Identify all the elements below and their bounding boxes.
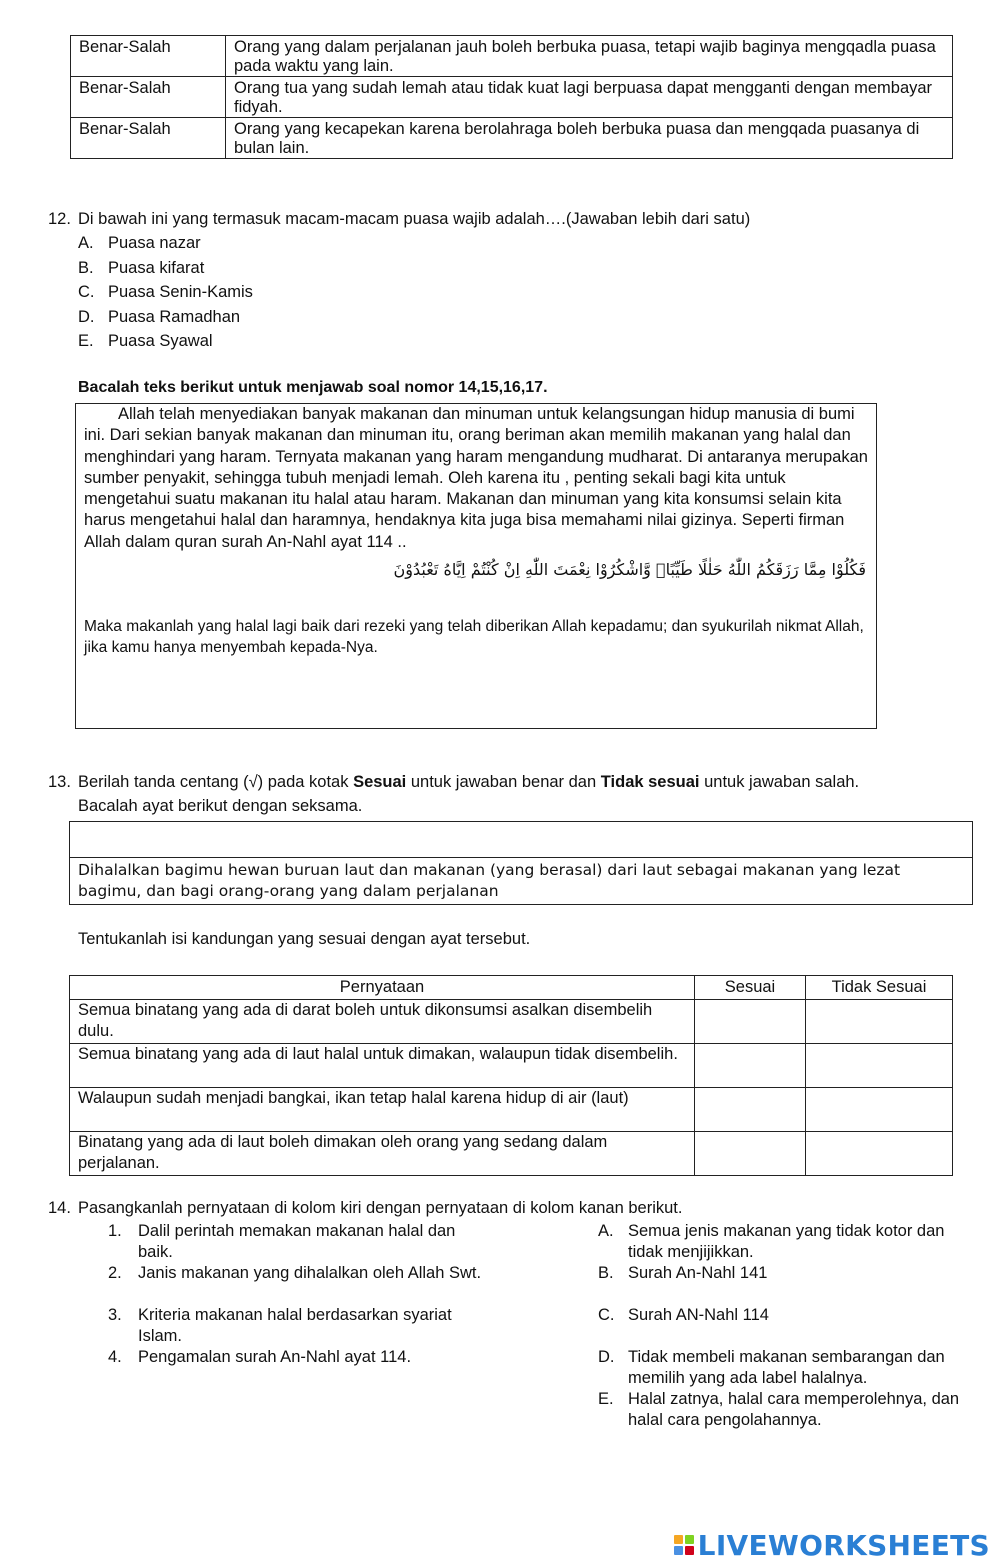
match-right-column bbox=[598, 1221, 978, 1431]
passage-heading: Bacalah teks berikut untuk menjawab soal nomor 14,15,16,17. bbox=[78, 379, 548, 396]
liveworksheets-logo bbox=[674, 1530, 990, 1560]
option-letter: C. bbox=[78, 283, 95, 301]
question-13-text: Berilah tanda centang (√) pada kotak Sesuai untuk jawaban benar dan Tidak sesuai untuk jawaban salah. bbox=[78, 773, 860, 791]
table-row bbox=[71, 118, 953, 159]
tidak-sesuai-checkbox[interactable] bbox=[806, 1044, 953, 1088]
sesuai-table bbox=[69, 975, 953, 1176]
ayat-empty-row bbox=[70, 822, 972, 858]
column-header-sesuai: Sesuai bbox=[695, 976, 806, 1000]
tidak-sesuai-keyword: Tidak sesuai bbox=[600, 773, 700, 791]
statement-cell: Semua binatang yang ada di darat boleh untuk dikonsumsi asalkan disembelih dulu. bbox=[70, 1000, 695, 1044]
question-14-text: Pasangkanlah pernyataan di kolom kiri dengan pernyataan di kolom kanan berikut. bbox=[78, 1199, 683, 1217]
match-left-item[interactable]: 3. Kriteria makanan halal berdasarkan syariat Islam. bbox=[108, 1306, 452, 1345]
tidak-sesuai-checkbox[interactable] bbox=[806, 1088, 953, 1132]
sesuai-keyword: Sesuai bbox=[353, 773, 407, 791]
logo-text: LIVEWORKSHEETS bbox=[697, 1528, 990, 1562]
option-d[interactable] bbox=[78, 307, 240, 328]
statement-cell: Walaupun sudah menjadi bangkai, ikan tetap halal karena hidup di air (laut) bbox=[70, 1088, 695, 1132]
sesuai-checkbox[interactable] bbox=[695, 1132, 806, 1176]
match-left-item[interactable]: 4. Pengamalan surah An-Nahl ayat 114. bbox=[108, 1348, 412, 1366]
match-left-item[interactable]: 1. Dalil perintah memakan makanan halal dan baik. bbox=[108, 1222, 456, 1261]
match-right-item[interactable]: A. Semua jenis makanan yang tidak kotor dan tidak menjijikkan. bbox=[598, 1222, 945, 1261]
table-row bbox=[70, 1044, 953, 1088]
verse-translation: Maka makanlah yang halal lagi baik dari rezeki yang telah diberikan Allah kepadamu; dan syukurilah nikmat Allah, jika kamu hanya menyembah kepada-Nya. bbox=[84, 618, 864, 657]
table-row bbox=[71, 77, 953, 118]
match-left-column bbox=[108, 1221, 488, 1368]
option-text: Puasa Syawal bbox=[108, 332, 213, 350]
passage-body: Allah telah menyediakan banyak makanan dan minuman untuk kelangsungan hidup manusia di bumi ini. Dari sekian banyak makanan dan minuman itu, orang beriman akan memilih makanan yang halal dan menghindari yang haram. Ternyata makanan yang haram mengandung mudharat. Di antaranya merupakan sumber penyakit, sehingga tubuh menjadi lemah. Oleh karena itu , penting sekali bagi kita untuk mengetahui suatu makanan itu halal atau haram. Makanan dan minuman yang kita konsumsi selain kita harus mengetahui halal dan haramnya, hendaknya kita juga bisa memahami nilai gizinya. Seperti firman Allah dalam quran surah An-Nahl ayat 114 .. bbox=[84, 405, 868, 551]
option-letter: A. bbox=[78, 234, 94, 252]
arabic-verse: فَكُلُوْا مِمَّا رَزَقَكُمُ اللّٰهُ حَلٰلًا طَيِّبًاۖ وَّاشْكُرُوْا نِعْمَتَ اللّٰهِ اِنْ كُنْتُمْ اِيَّاهُ تَعْبُدُوْنَ bbox=[393, 560, 866, 580]
ayat-translation: Dihalalkan bagimu hewan buruan laut dan makanan (yang berasal) dari laut sebagai makanan yang lezat bagimu, dan bagi orang-orang yang dalam perjalanan bbox=[78, 861, 901, 900]
logo-squares-icon bbox=[674, 1535, 694, 1555]
option-text: Puasa Ramadhan bbox=[108, 308, 241, 326]
question-13-number: 13. bbox=[48, 773, 71, 791]
ayat-box bbox=[69, 821, 973, 905]
statement-cell: Orang tua yang sudah lemah atau tidak kuat lagi berpuasa dapat mengganti dengan membayar fidyah. bbox=[226, 77, 953, 118]
option-e[interactable] bbox=[78, 331, 213, 352]
statement-cell: Orang yang dalam perjalanan jauh boleh berbuka puasa, tetapi wajib baginya mengqadla puasa pada waktu yang lain. bbox=[226, 36, 953, 77]
table-row bbox=[70, 1132, 953, 1176]
benar-salah-table bbox=[70, 35, 953, 159]
table-row bbox=[71, 36, 953, 77]
question-14-number: 14. bbox=[48, 1199, 71, 1217]
tidak-sesuai-checkbox[interactable] bbox=[806, 1000, 953, 1044]
option-text: Puasa nazar bbox=[108, 234, 201, 252]
column-header-tidak-sesuai: Tidak Sesuai bbox=[806, 976, 953, 1000]
match-right-item[interactable]: B. Surah An-Nahl 141 bbox=[598, 1264, 768, 1282]
statement-cell: Semua binatang yang ada di laut halal untuk dimakan, walaupun tidak disembelih. bbox=[70, 1044, 695, 1088]
kandungan-instruction: Tentukanlah isi kandungan yang sesuai dengan ayat tersebut. bbox=[78, 930, 531, 948]
question-13-instruction: Bacalah ayat berikut dengan seksama. bbox=[78, 797, 363, 815]
column-header-pernyataan: Pernyataan bbox=[70, 976, 695, 1000]
sesuai-checkbox[interactable] bbox=[695, 1000, 806, 1044]
table-header-row bbox=[70, 976, 953, 1000]
benar-salah-label[interactable]: Benar-Salah bbox=[71, 77, 226, 118]
option-letter: B. bbox=[78, 259, 94, 277]
option-a[interactable] bbox=[78, 233, 201, 254]
question-12-text: Di bawah ini yang termasuk macam-macam puasa wajib adalah….(Jawaban lebih dari satu) bbox=[78, 210, 751, 228]
benar-salah-label[interactable]: Benar-Salah bbox=[71, 118, 226, 159]
question-12-number: 12. bbox=[48, 210, 71, 228]
sesuai-checkbox[interactable] bbox=[695, 1044, 806, 1088]
statement-cell: Binatang yang ada di laut boleh dimakan oleh orang yang sedang dalam perjalanan. bbox=[70, 1132, 695, 1176]
passage-box bbox=[75, 403, 877, 729]
option-c[interactable] bbox=[78, 282, 253, 303]
option-letter: E. bbox=[78, 332, 94, 350]
option-text: Puasa kifarat bbox=[108, 259, 205, 277]
tidak-sesuai-checkbox[interactable] bbox=[806, 1132, 953, 1176]
option-text: Puasa Senin-Kamis bbox=[108, 283, 253, 301]
match-left-item[interactable]: 2. Janis makanan yang dihalalkan oleh Allah Swt. bbox=[108, 1264, 482, 1282]
table-row bbox=[70, 1000, 953, 1044]
benar-salah-label[interactable]: Benar-Salah bbox=[71, 36, 226, 77]
option-b[interactable] bbox=[78, 258, 204, 279]
option-letter: D. bbox=[78, 308, 95, 326]
match-right-item[interactable]: C. Surah AN-Nahl 114 bbox=[598, 1306, 769, 1324]
match-right-item[interactable]: D. Tidak membeli makanan sembarangan dan memilih yang ada label halalnya. bbox=[598, 1348, 945, 1387]
sesuai-checkbox[interactable] bbox=[695, 1088, 806, 1132]
match-right-item[interactable]: E. Halal zatnya, halal cara memperolehnya, dan halal cara pengolahannya. bbox=[598, 1390, 960, 1429]
table-row bbox=[70, 1088, 953, 1132]
statement-cell: Orang yang kecapekan karena berolahraga boleh berbuka puasa dan mengqada puasanya di bulan lain. bbox=[226, 118, 953, 159]
